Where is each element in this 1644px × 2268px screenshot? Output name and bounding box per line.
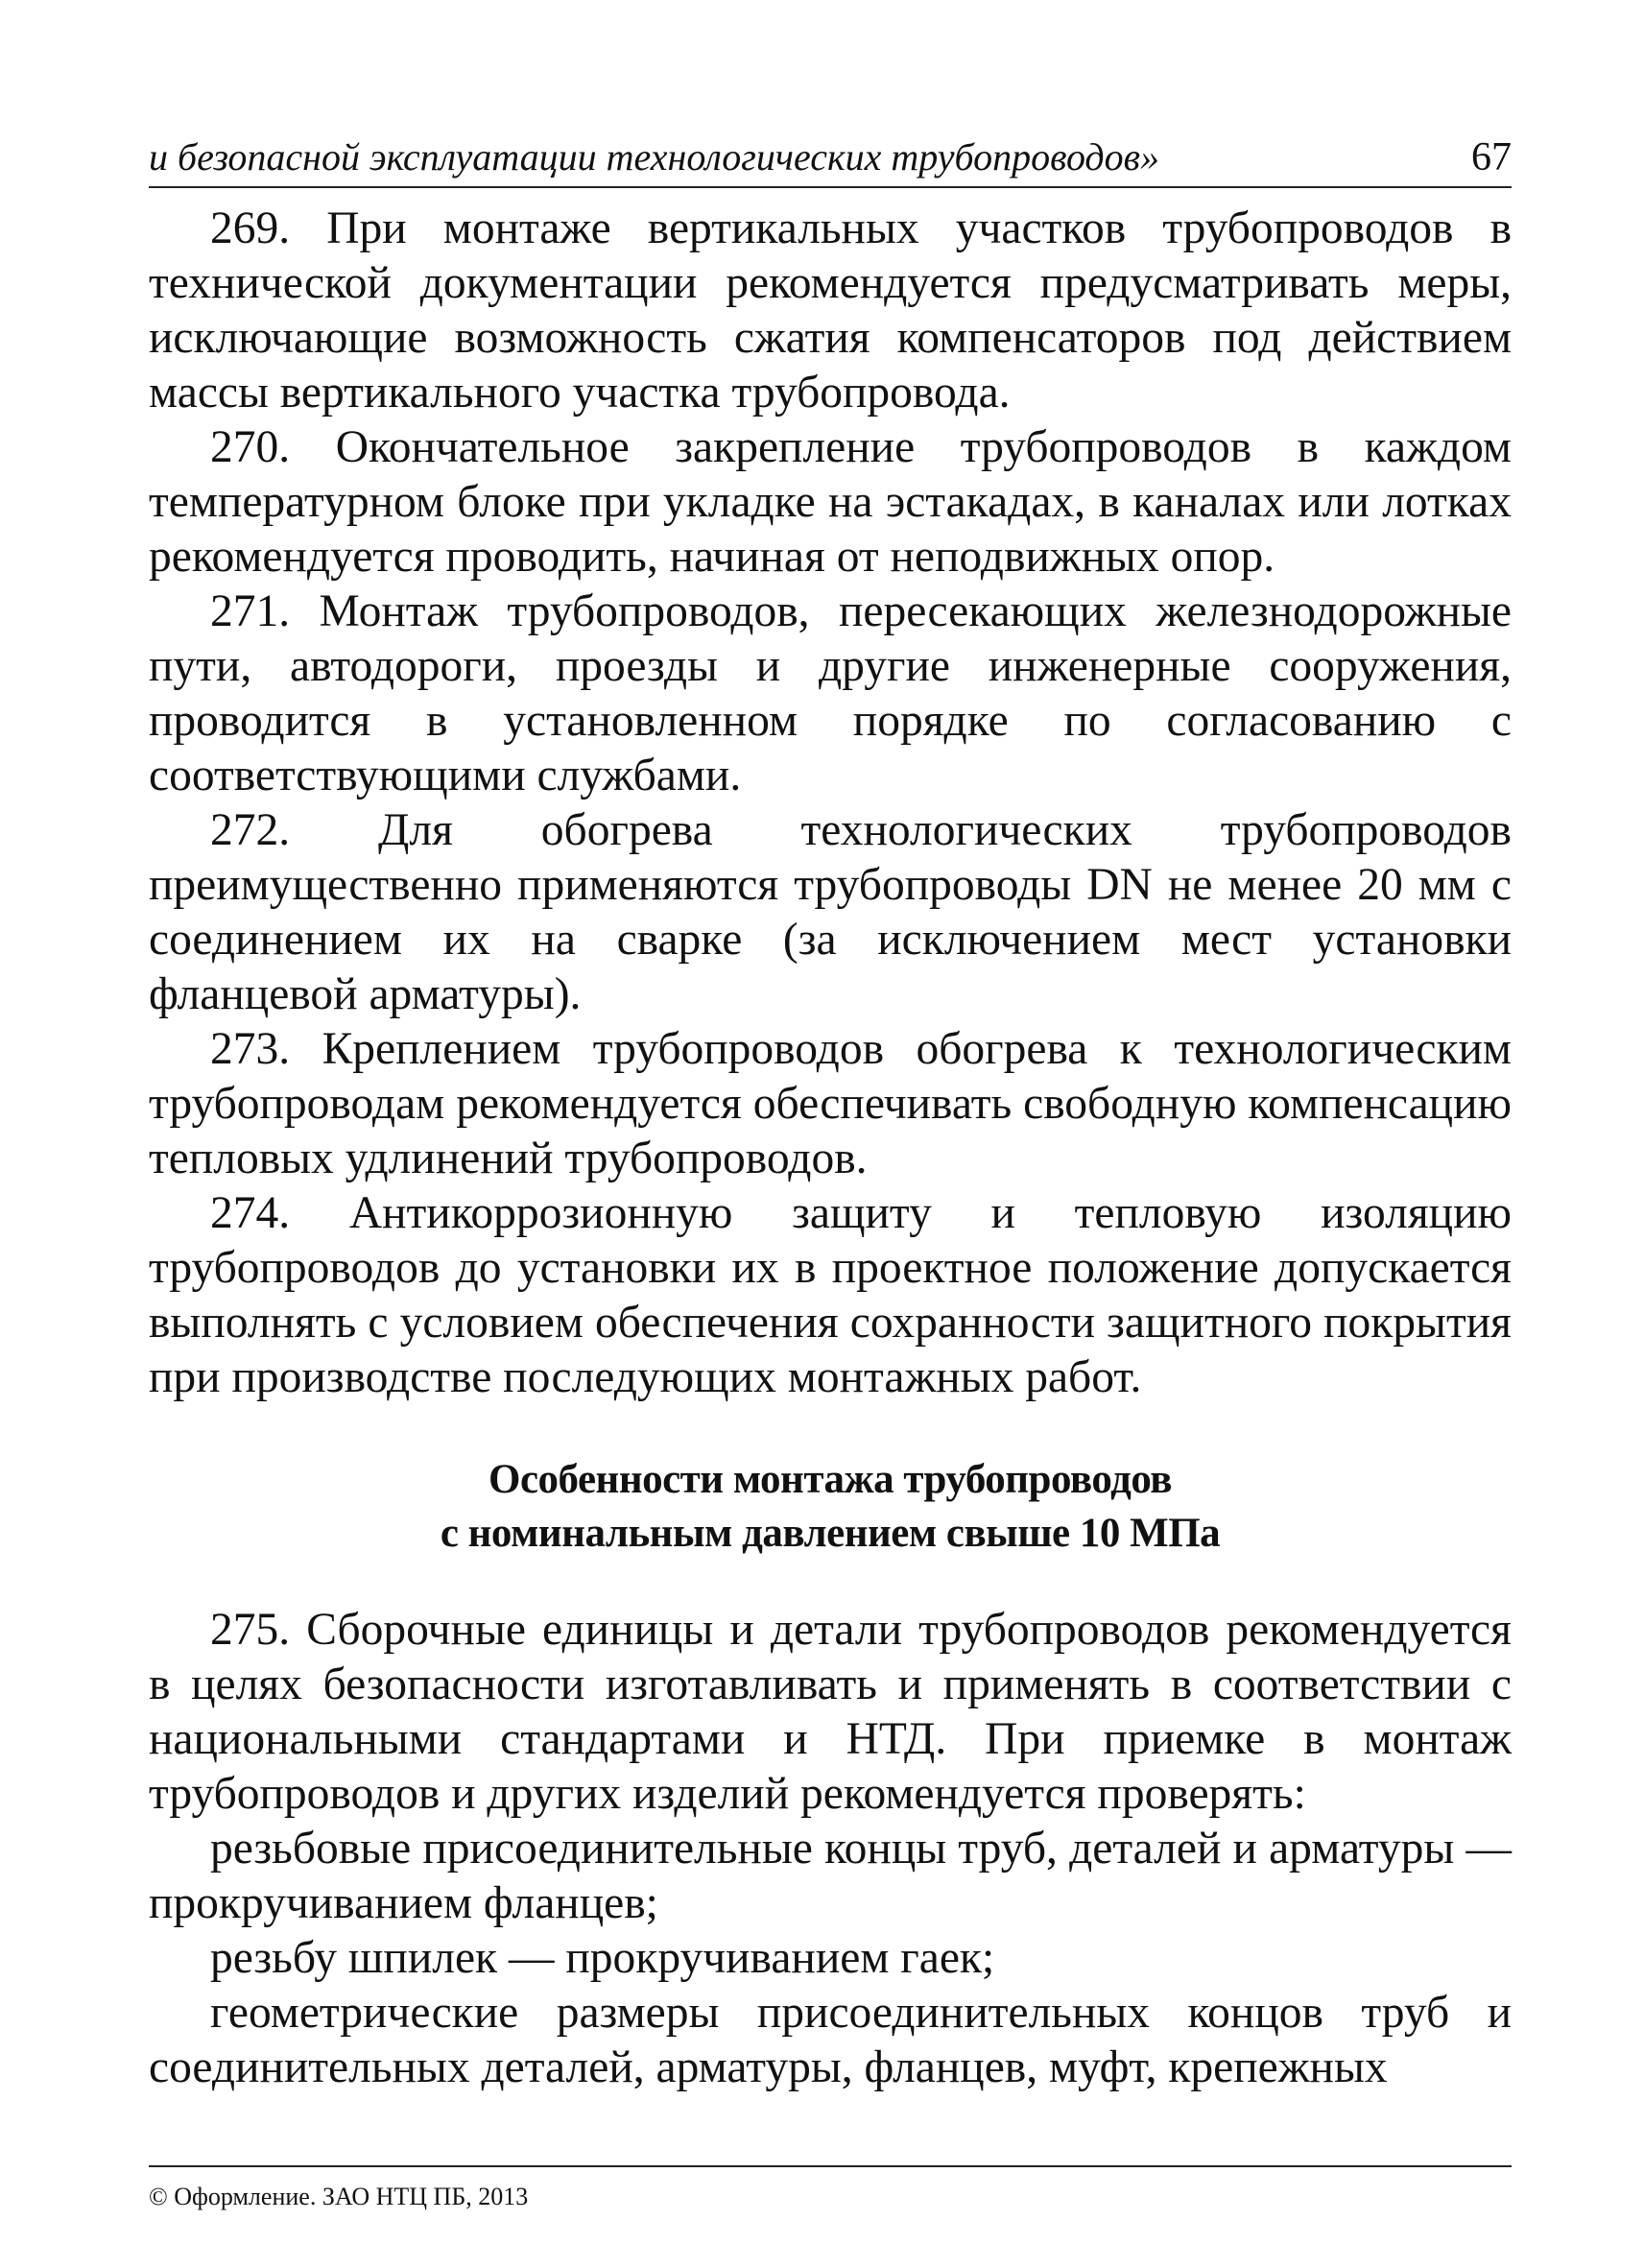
body-text xyxy=(149,202,1512,2095)
section-heading-line-1: Особенности монтажа трубопроводов xyxy=(488,1457,1172,1502)
paragraph-275: 275. Сборочные единицы и детали трубопроводов рекомендуется в целях безопасности изготавливать и применять в соответствии с национальными стандартами и НТД. При приемке в монтаж трубопроводов и других изделий рекомендуется проверять: xyxy=(149,1605,1512,1819)
list-item-geometric-dimensions: геометрические размеры присоединительных концов труб и соединительных деталей, арматуры, фланцев, муфт, крепежных xyxy=(149,1988,1512,2092)
page-header xyxy=(149,132,1512,188)
footer-divider xyxy=(149,2165,1512,2167)
page-number: 67 xyxy=(1471,135,1512,179)
section-heading xyxy=(149,1453,1512,1561)
list-item-stud-threads: резьбу шпилек — прокручиванием гаек; xyxy=(210,1933,995,1983)
paragraph-269: 269. При монтаже вертикальных участков трубопроводов в технической документации рекомендуется предусматривать меры, исключающие возможность сжатия компенсаторов под действием массы вертикального участка трубопровода. xyxy=(149,203,1512,418)
paragraph-272: 272. Для обогрева технологических трубопроводов преимущественно применяются трубопроводы DN не менее 20 мм с соединением их на сварке (за исключением мест установки фланцевой арматуры). xyxy=(149,805,1512,1019)
paragraph-271: 271. Монтаж трубопроводов, пересекающих железнодорожные пути, автодороги, проезды и другие инженерные сооружения, проводится в установленном порядке по согласованию с соответствующими службами. xyxy=(149,586,1512,800)
paragraph-274: 274. Антикоррозионную защиту и тепловую изоляцию трубопроводов до установки их в проектное положение допускается выполнять с условием обеспечения сохранности защитного покрытия при производстве последующих монтажных работ. xyxy=(149,1188,1512,1402)
copyright-note: © Оформление. ЗАО НТЦ ПБ, 2013 xyxy=(149,2183,529,2210)
section-heading-line-2: с номинальным давлением свыше 10 МПа xyxy=(440,1511,1221,1556)
paragraph-273: 273. Креплением трубопроводов обогрева к технологическим трубопроводам рекомендуется обеспечивать свободную компенсацию тепловых удлинений трубопроводов. xyxy=(149,1024,1512,1183)
running-title: и безопасной эксплуатации технологических трубопроводов» xyxy=(149,135,1160,179)
list-item-threaded-ends: резьбовые присоединительные концы труб, деталей и арматуры — прокручиванием фланцев; xyxy=(149,1824,1512,1928)
paragraph-270: 270. Окончательное закрепление трубопроводов в каждом температурном блоке при укладке на эстакадах, в каналах или лотках рекомендуется проводить, начиная от неподвижных опор. xyxy=(149,422,1512,582)
